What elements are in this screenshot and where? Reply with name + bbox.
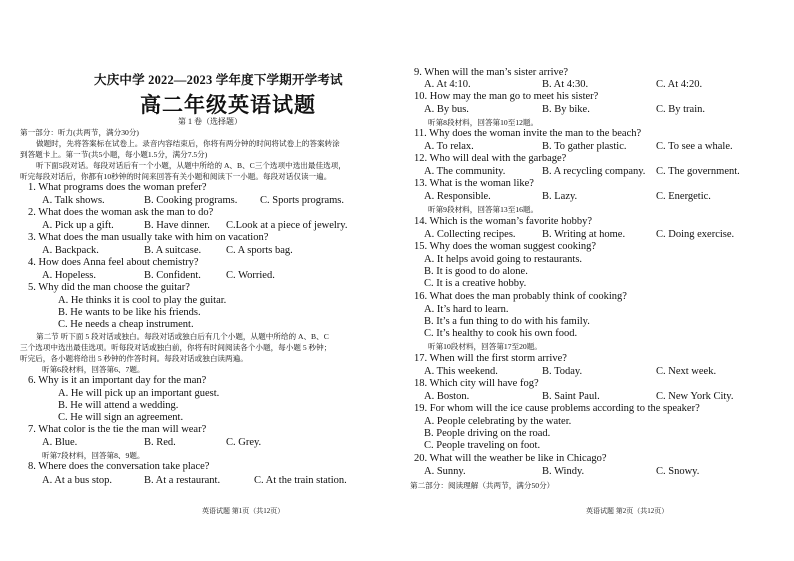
option-b: B. Lazy.: [542, 191, 578, 202]
question-6: 6. Why is it an important day for the man?: [28, 375, 207, 386]
option-b: B. By bike.: [542, 104, 590, 115]
exam-title: 大庆中学 2022—2023 学年度下学期开学考试: [94, 73, 343, 87]
option-b: B. He will attend a wedding.: [58, 400, 179, 411]
option-a: A. He thinks it is cool to play the guitar.: [58, 295, 227, 306]
option-c: C. New York City.: [656, 391, 734, 402]
option-b: B. People driving on the road.: [424, 428, 551, 439]
option-b: B. Have dinner.: [144, 220, 210, 231]
question-12: 12. Who will deal with the garbage?: [414, 153, 567, 164]
question-8: 8. Where does the conversation take place?: [28, 461, 210, 472]
option-b: B. Windy.: [542, 466, 585, 477]
option-a: A. Blue.: [42, 437, 78, 448]
question-17: 17. When will the first storm arrive?: [414, 353, 567, 364]
option-c: C. Snowy.: [656, 466, 700, 477]
option-c: C. He needs a cheap instrument.: [58, 319, 194, 330]
option-a: A. He will pick up an important guest.: [58, 388, 220, 399]
question-20: 20. What will the weather be like in Chicago?: [414, 453, 607, 464]
listening-note: 听第6段材料，回答第6、7题。: [42, 365, 145, 374]
option-a: A. It’s hard to learn.: [424, 304, 509, 315]
question-18: 18. Which city will have fog?: [414, 378, 539, 389]
option-c: C. A sports bag.: [226, 245, 293, 256]
option-a: A. Boston.: [424, 391, 470, 402]
option-b: B. He wants to be like his friends.: [58, 307, 201, 318]
option-b: B. Saint Paul.: [542, 391, 600, 402]
option-a: A. Collecting recipes.: [424, 229, 516, 240]
exam-subtitle: 高二年级英语试题: [140, 93, 316, 117]
question-3: 3. What does the man usually take with him on vacation?: [28, 232, 269, 243]
option-c: C. People traveling on foot.: [424, 440, 541, 451]
option-c: C. At the train station.: [254, 475, 347, 486]
option-a: A. By bus.: [424, 104, 469, 115]
option-a: A. Talk shows.: [42, 195, 105, 206]
option-b: B. Red.: [144, 437, 176, 448]
instruction-line: 做题时，先将答案标在试卷上。录音内容结束后，你将有两分钟的时间将试卷上的答案转涂: [36, 139, 340, 148]
option-a: A. Sunny.: [424, 466, 466, 477]
option-c: C. It’s healthy to cook his own food.: [424, 328, 578, 339]
question-5: 5. Why did the man choose the guitar?: [28, 282, 190, 293]
listening-note: 听第9段材料，回答第13至16题。: [428, 205, 539, 214]
part2-heading: 第二部分：阅读理解（共两节，满分50分）: [410, 481, 555, 490]
question-16: 16. What does the man probably think of cooking?: [414, 291, 627, 302]
part1-heading: 第一部分：听力(共两节，满分30分): [20, 128, 139, 137]
option-b: B. At a restaurant.: [144, 475, 221, 486]
option-b: B. It’s a fun thing to do with his family.: [424, 316, 590, 327]
option-c: C. Worried.: [226, 270, 275, 281]
section2-instruction: 听完后，各小题将给出 5 秒钟的作答时间。每段对话或独白读两遍。: [20, 354, 248, 363]
option-a: A. To relax.: [424, 141, 474, 152]
listening-note: 听第8段材料，回答第10至12题。: [428, 118, 539, 127]
question-14: 14. Which is the woman’s favorite hobby?: [414, 216, 592, 227]
question-1: 1. What programs does the woman prefer?: [28, 182, 207, 193]
option-b: B. Cooking programs.: [144, 195, 238, 206]
question-10: 10. How may the man go to meet his sister?: [414, 91, 599, 102]
section2-instruction: 第二节 听下面 5 段对话或独白。每段对话或独白后有几个小题，从题中所给的 A、B、C: [36, 332, 329, 341]
left-page: [20, 0, 393, 561]
question-4: 4. How does Anna feel about chemistry?: [28, 257, 199, 268]
option-c: C. By train.: [656, 104, 705, 115]
option-b: B. A suitcase.: [144, 245, 202, 256]
right-page: [410, 0, 780, 561]
page-footer: 英语试题 第1页（共12页）: [202, 507, 285, 515]
option-c: C.Look at a piece of jewelry.: [226, 220, 348, 231]
option-a: A. The community.: [424, 166, 506, 177]
option-c: C. Doing exercise.: [656, 229, 735, 240]
option-a: A. At a bus stop.: [42, 475, 113, 486]
option-c: C. At 4:20.: [656, 79, 703, 90]
listening-note: 听第7段材料，回答第8、9题。: [42, 451, 145, 460]
volume-label: 第 1 卷（选择题）: [178, 117, 242, 126]
option-c: C. He will sign an agreement.: [58, 412, 184, 423]
option-c: C. To see a whale.: [656, 141, 733, 152]
instruction-line: 到答题卡上。第一节(共5小题，每小题1.5分，满分7.5分): [20, 150, 208, 159]
question-19: 19. For whom will the ice cause problems according to the speaker?: [414, 403, 700, 414]
option-a: A. Hopeless.: [42, 270, 96, 281]
instruction-line: 听完每段对话后，你都有10秒钟的时间来回答有关小题和阅读下一小题。每段对话仅读一遍。: [20, 172, 332, 181]
question-2: 2. What does the woman ask the man to do?: [28, 207, 214, 218]
instruction-line: 听下面5段对话。每段对话后有一个小题，从题中所给的 A、B、C三个选项中选出最佳选项，: [36, 161, 346, 170]
option-b: B. It is good to do alone.: [424, 266, 528, 277]
option-b: B. At 4:30.: [542, 79, 589, 90]
option-a: A. Pick up a gift.: [42, 220, 114, 231]
option-a: A. Responsible.: [424, 191, 491, 202]
page-footer: 英语试题 第2页（共12页）: [586, 507, 669, 515]
option-a: A. People celebrating by the water.: [424, 416, 572, 427]
option-c: C. Next week.: [656, 366, 717, 377]
option-c: C. Energetic.: [656, 191, 711, 202]
option-b: B. Confident.: [144, 270, 201, 281]
question-11: 11. Why does the woman invite the man to the beach?: [414, 128, 642, 139]
option-a: A. This weekend.: [424, 366, 498, 377]
option-c: C. Grey.: [226, 437, 262, 448]
option-b: B. To gather plastic.: [542, 141, 627, 152]
option-b: B. Today.: [542, 366, 583, 377]
option-c: C. The government.: [656, 166, 740, 177]
question-15: 15. Why does the woman suggest cooking?: [414, 241, 597, 252]
option-a: A. It helps avoid going to restaurants.: [424, 254, 583, 265]
option-c: C. It is a creative hobby.: [424, 278, 527, 289]
option-b: B. A recycling company.: [542, 166, 646, 177]
option-a: A. Backpack.: [42, 245, 99, 256]
option-b: B. Writing at home.: [542, 229, 626, 240]
option-c: C. Sports programs.: [260, 195, 344, 206]
question-9: 9. When will the man’s sister arrive?: [414, 67, 569, 78]
option-a: A. At 4:10.: [424, 79, 471, 90]
question-7: 7. What color is the tie the man will wear?: [28, 424, 207, 435]
listening-note: 听第10段材料，回答第17至20题。: [428, 342, 542, 351]
section2-instruction: 三个选项中选出最佳选项。听每段对话或独白前，你将有时间阅读各个小题，每小题 5 秒钟；: [20, 343, 332, 352]
question-13: 13. What is the woman like?: [414, 178, 534, 189]
